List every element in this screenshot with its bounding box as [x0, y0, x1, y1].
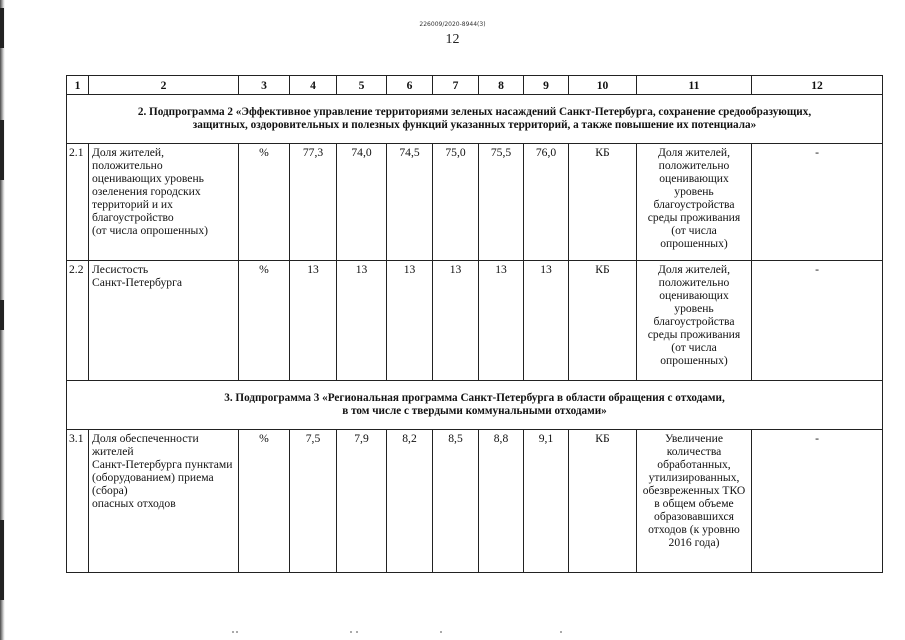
- column-header: 10: [569, 76, 637, 95]
- value-cell: 74,0: [337, 144, 387, 261]
- unit-cell: %: [239, 144, 290, 261]
- column-header: 3: [239, 76, 290, 95]
- source-cell: КБ: [569, 261, 637, 381]
- indicators-table: [66, 75, 883, 573]
- section-title: 3. Подпрограмма 3 «Региональная программа Санкт-Петербурга в области обращения с отходами, в том числе с твердыми коммунальными отходами»: [67, 381, 883, 430]
- value-cell: 13: [387, 261, 433, 381]
- row-index: 2.1: [67, 144, 89, 261]
- source-cell: КБ: [569, 430, 637, 573]
- column-header: 4: [290, 76, 337, 95]
- value-cell: 13: [524, 261, 569, 381]
- value-cell: 8,8: [479, 430, 524, 573]
- target-indicator-cell: Увеличение количества обработанных, утилизированных, обезвреженных ТКО в общем объеме образовавшихся отходов (к уровню 2016 года): [637, 430, 752, 573]
- indicator-name: Доля обеспеченности жителей Санкт-Петербурга пунктами (оборудованием) приема (сбора) опасных отходов: [89, 430, 239, 573]
- column-header: 1: [67, 76, 89, 95]
- page-number: 12: [445, 32, 460, 47]
- value-cell: 77,3: [290, 144, 337, 261]
- indicator-name: Доля жителей, положительно оценивающих уровень озеленения городских территорий и их благоустройство (от числа опрошенных): [89, 144, 239, 261]
- table-row: [67, 261, 883, 381]
- value-cell: 8,2: [387, 430, 433, 573]
- value-cell: 75,5: [479, 144, 524, 261]
- value-cell: 13: [337, 261, 387, 381]
- value-cell: 76,0: [524, 144, 569, 261]
- column-header: 7: [433, 76, 479, 95]
- target-indicator-cell: Доля жителей, положительно оценивающих уровень благоустройства среды проживания (от числа опрошенных): [637, 261, 752, 381]
- source-cell: КБ: [569, 144, 637, 261]
- column-header: 5: [337, 76, 387, 95]
- value-cell: 75,0: [433, 144, 479, 261]
- note-cell: -: [752, 430, 883, 573]
- column-header: 11: [637, 76, 752, 95]
- target-indicator-cell: Доля жителей, положительно оценивающих уровень благоустройства среды проживания (от числа опрошенных): [637, 144, 752, 261]
- value-cell: 8,5: [433, 430, 479, 573]
- value-cell: 7,5: [290, 430, 337, 573]
- unit-cell: %: [239, 430, 290, 573]
- note-cell: -: [752, 261, 883, 381]
- value-cell: 9,1: [524, 430, 569, 573]
- section-header-row: [67, 95, 883, 144]
- table-row: [67, 144, 883, 261]
- column-number-row: [67, 76, 883, 95]
- column-header: 6: [387, 76, 433, 95]
- value-cell: 13: [433, 261, 479, 381]
- column-header: 9: [524, 76, 569, 95]
- column-header: 2: [89, 76, 239, 95]
- table-row: [67, 430, 883, 573]
- document-id: 226009/2020-8944(3): [419, 21, 486, 28]
- scan-noise: [0, 628, 905, 640]
- note-cell: -: [752, 144, 883, 261]
- indicator-name: Лесистость Санкт-Петербурга: [89, 261, 239, 381]
- value-cell: 13: [479, 261, 524, 381]
- unit-cell: %: [239, 261, 290, 381]
- value-cell: 7,9: [337, 430, 387, 573]
- section-title: 2. Подпрограмма 2 «Эффективное управление территориями зеленых насаждений Санкт-Петербурга, сохранение средообразующих, защитных, оздоровительных и полезных функций указанных территорий, а также повышение их потенциала»: [67, 95, 883, 144]
- column-header: 12: [752, 76, 883, 95]
- section-header-row: [67, 381, 883, 430]
- value-cell: 74,5: [387, 144, 433, 261]
- row-index: 3.1: [67, 430, 89, 573]
- row-index: 2.2: [67, 261, 89, 381]
- value-cell: 13: [290, 261, 337, 381]
- scan-edge: [0, 0, 5, 640]
- column-header: 8: [479, 76, 524, 95]
